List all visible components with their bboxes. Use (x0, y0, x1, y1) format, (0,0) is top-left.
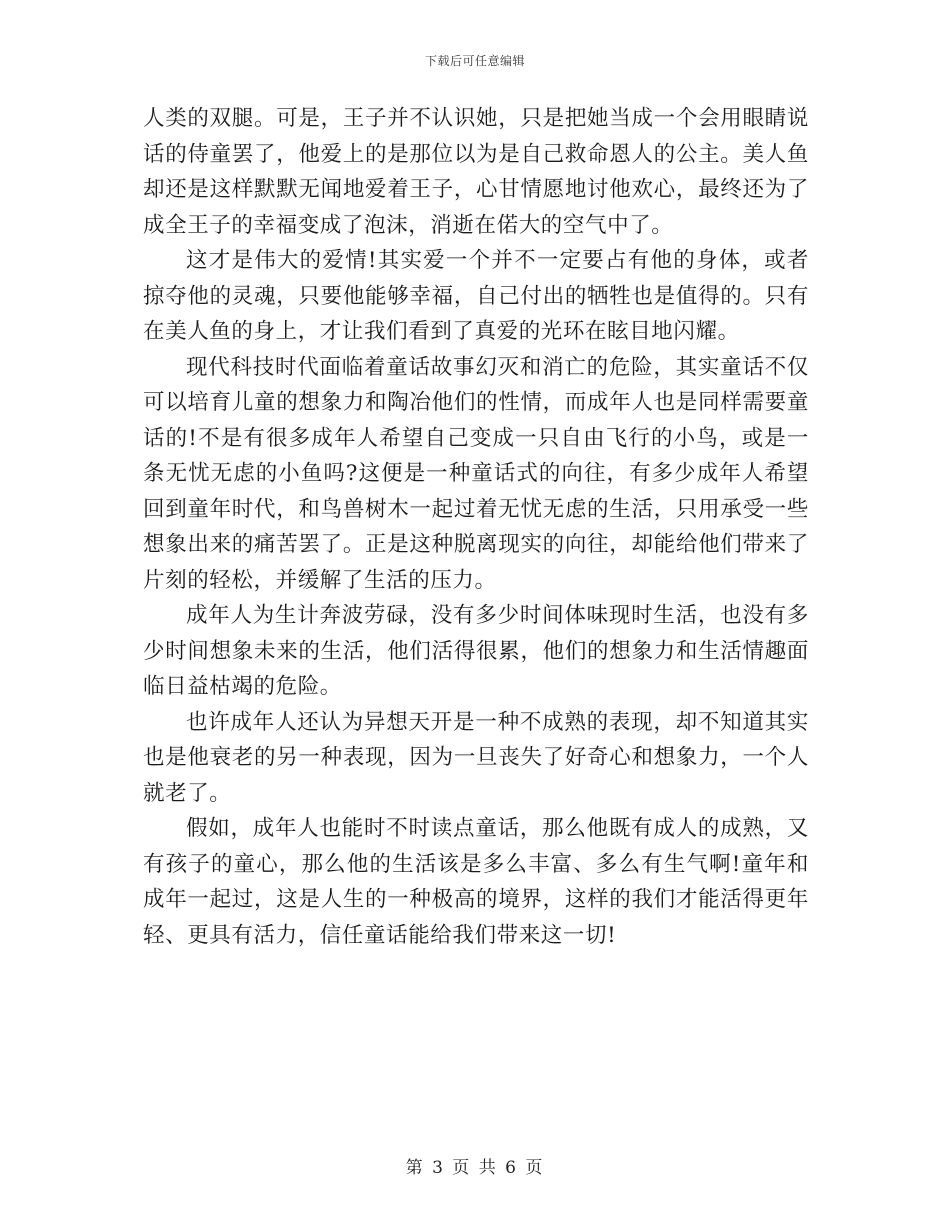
paragraph: 也许成年人还认为异想天开是一种不成熟的表现，却不知道其实也是他衰老的另一种表现，因为一旦丧失了好奇心和想象力，一个人就老了。 (143, 709, 809, 806)
paragraph: 这才是伟大的爱情!其实爱一个并不一定要占有他的身体，或者掠夺他的灵魂，只要他能够幸福，自己付出的牺牲也是值得的。只有在美人鱼的身上，才让我们看到了真爱的光环在眩目地闪耀。 (143, 248, 809, 344)
paragraph: 假如，成年人也能时不时读点童话，那么他既有成人的成熟，又有孩子的童心，那么他的生活该是多么丰富、多么有生气啊!童年和成年一起过，这是人生的一种极高的境界，这样的我们才能活得更年轻、更具有活力，信任童话能给我们带来这一切! (143, 816, 809, 948)
document-body (143, 101, 809, 953)
page-header: 下载后可任意编辑 (424, 54, 525, 68)
paragraph: 现代科技时代面临着童话故事幻灭和消亡的危险，其实童话不仅可以培育儿童的想象力和陶冶他们的性情，而成年人也是同样需要童话的!不是有很多成年人希望自己变成一只自由飞行的小鸟，或是一条无忧无虑的小鱼吗?这便是一种童话式的向往，有多少成年人希望回到童年时代，和鸟兽树木一起过着无忧无虑的生活，只用承受一些想象出来的痛苦罢了。正是这种脱离现实的向往，却能给他们带来了片刻的轻松，并缓解了生活的压力。 (143, 354, 809, 593)
page-number-footer: 第 3 页 共 6 页 (405, 1158, 545, 1178)
paragraph-continuation: 人类的双腿。可是，王子并不认识她，只是把她当成一个会用眼睛说话的侍童罢了，他爱上的是那位以为是自己救命恩人的公主。美人鱼却还是这样默默无闻地爱着王子，心甘情愿地讨他欢心，最终还为了成全王子的幸福变成了泡沫，消逝在偌大的空气中了。 (143, 106, 809, 238)
paragraph: 成年人为生计奔波劳碌，没有多少时间体味现时生活，也没有多少时间想象未来的生活，他们活得很累，他们的想象力和生活情趣面临日益枯竭的危险。 (143, 603, 809, 699)
